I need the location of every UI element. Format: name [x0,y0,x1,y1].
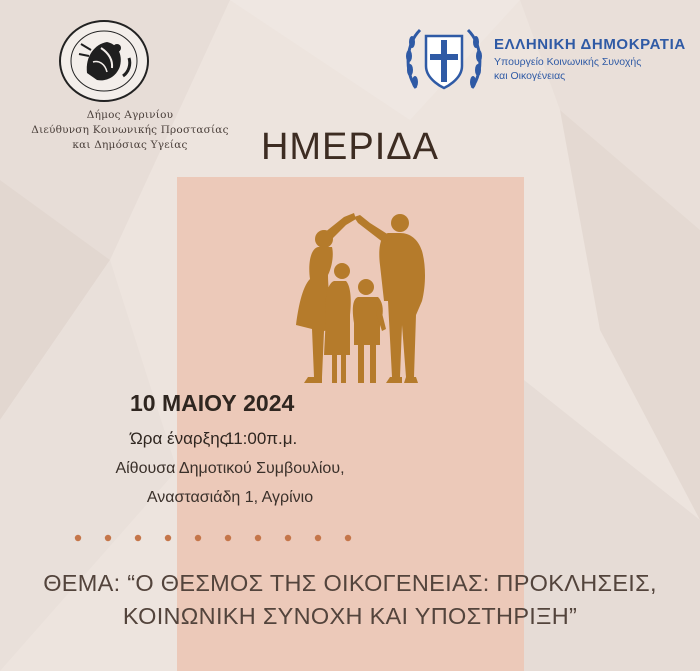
department-line1: Διεύθυνση Κοινωνικής Προστασίας [31,124,229,136]
dot-divider [72,531,362,545]
family-house-silhouette-icon [288,205,430,387]
event-date: 10 ΜΑΙΟΥ 2024 [130,390,295,416]
ministry-logo [404,22,694,102]
theme-line1: ΘΕΜΑ: “Ο ΘΕΣΜΟΣ ΤΗΣ ΟΙΚΟΓΕΝΕΙΑΣ: ΠΡΟΚΛΗΣΕΙΣ, [43,570,657,596]
venue-line1: Αίθουσα Δημοτικού Συμβουλίου, [115,460,345,477]
start-time-value: 11:00π.μ. [225,429,298,448]
venue-line2: Αναστασιάδη 1, Αγρίνιο [146,489,314,506]
theme-line2: ΚΟΙΝΩΝΙΚΗ ΣΥΝΟΧΗ ΚΑΙ ΥΠΟΣΤΗΡΙΞΗ” [122,603,578,629]
greek-coat-of-arms-icon [404,22,484,98]
municipal-seal-icon [57,18,151,104]
start-time-label: Ώρα έναρξης: [130,429,233,448]
ministry-title: ΕΛΛΗΝΙΚΗ ΔΗΜΟΚΡΑΤΙΑ [494,36,686,53]
event-title: ΗΜΕΡΙΔΑ [260,126,440,168]
ministry-subtitle-line2: και Οικογένειας [494,70,566,82]
department-line2: και Δημόσιας Υγείας [72,139,188,151]
ministry-subtitle-line1: Υπουργείο Κοινωνικής Συνοχής [494,56,642,68]
municipality-name: Δήμος Αγρινίου [86,109,174,121]
